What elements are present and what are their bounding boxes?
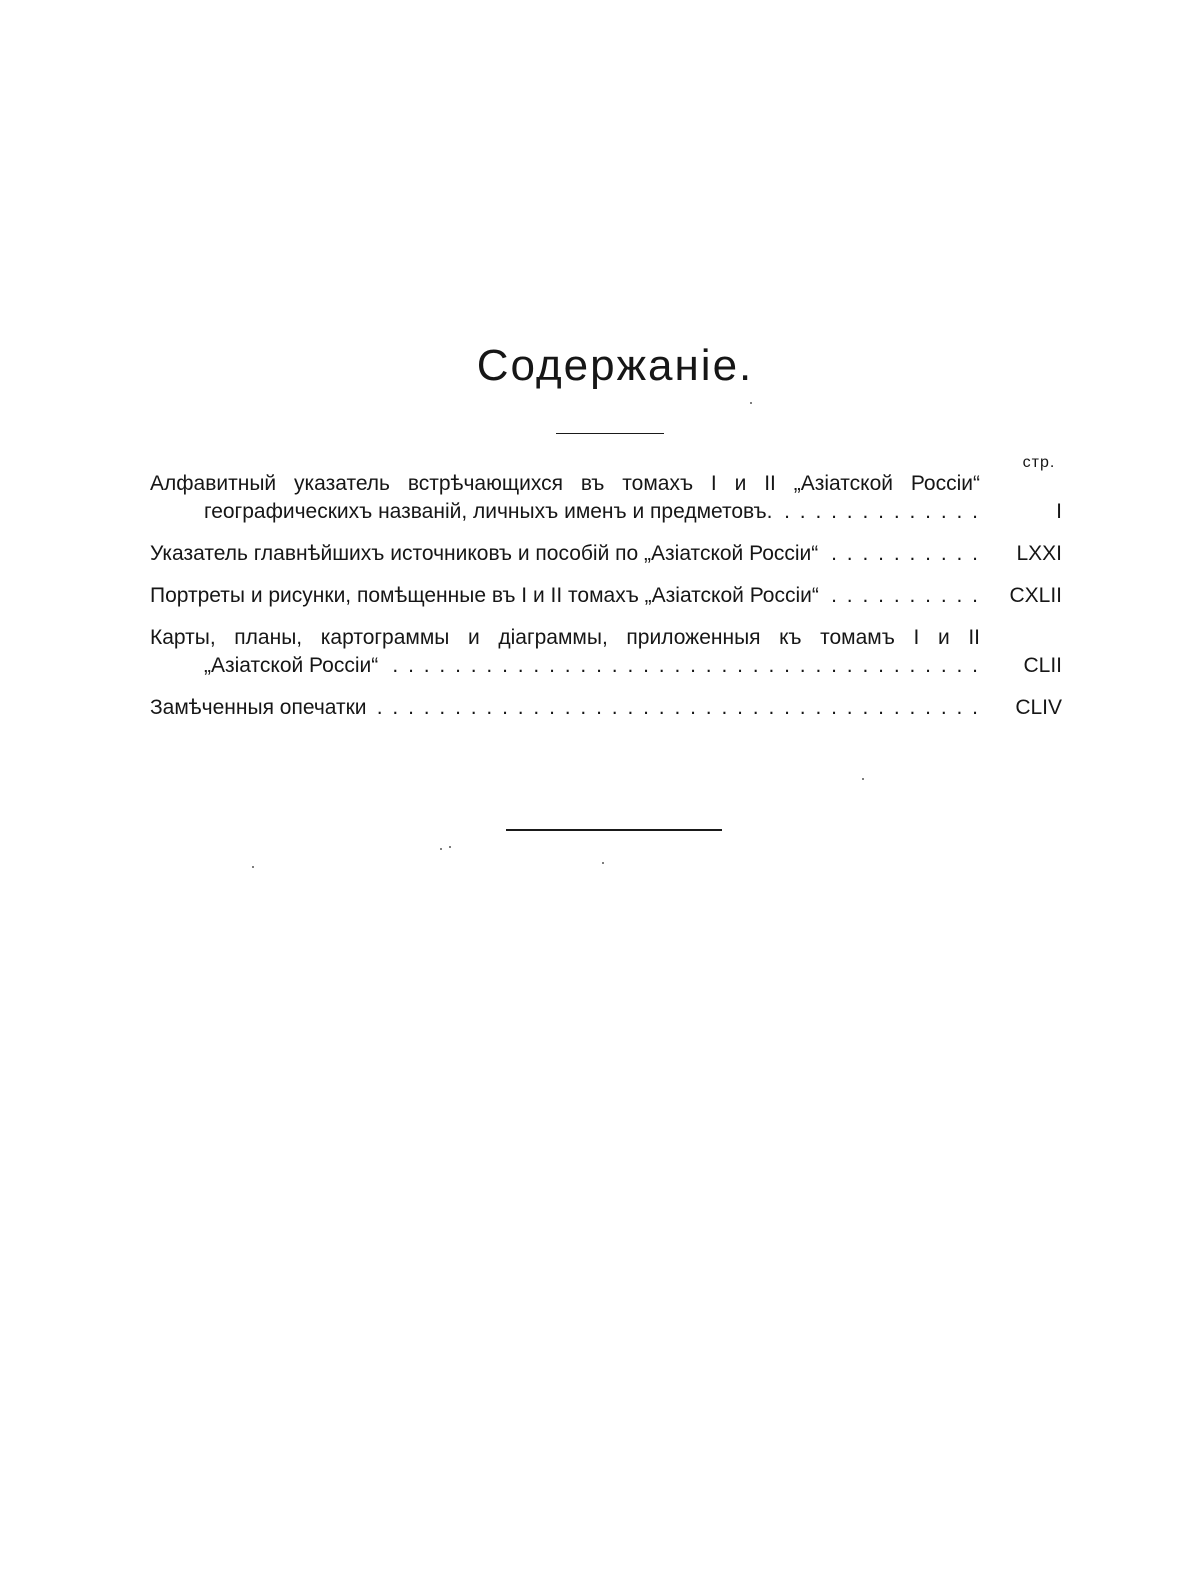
- toc-entry-line: [150, 540, 1062, 568]
- toc-entry-line: [150, 652, 1062, 680]
- dot-leader: [825, 582, 980, 610]
- toc-entry-portraits: [150, 582, 1062, 610]
- toc-entry-page: CXLII: [1009, 584, 1062, 607]
- toc-entry-page: I: [1056, 500, 1062, 523]
- toc-entry-title: Указатель главнѣйшихъ источниковъ и пособій по „Азіатской Россіи“: [150, 542, 819, 565]
- toc-entry-page: CLII: [1023, 654, 1062, 677]
- toc-entry-alphabetical-index: [150, 470, 1062, 526]
- toc-entry-title: Карты, планы, картограммы и діаграммы, приложенныя къ томамъ I и II: [150, 626, 980, 649]
- toc-entry-title: Портреты и рисунки, помѣщенные въ I и II томахъ „Азіатской Россіи“: [150, 584, 819, 607]
- dot-leader: [778, 498, 980, 526]
- scan-speck: [449, 846, 451, 848]
- toc-entry-page: LXXI: [1016, 542, 1062, 565]
- dot-leader: [384, 652, 980, 680]
- toc-entry-title-continued: географическихъ названій, личныхъ именъ и предметовъ.: [204, 500, 773, 523]
- closing-divider: [506, 829, 722, 831]
- toc-entry-sources-index: [150, 540, 1062, 568]
- toc-entry-errata: [150, 694, 1062, 722]
- scan-speck: [252, 866, 254, 868]
- toc-entry-line: [150, 694, 1062, 722]
- toc-entry-title: Замѣченныя опечатки: [150, 696, 367, 719]
- scan-speck: [440, 848, 442, 850]
- title-divider: [556, 433, 664, 434]
- scan-speck: [750, 402, 752, 404]
- toc-entry-page: CLIV: [1015, 696, 1062, 719]
- toc-entry-line: [150, 498, 1062, 526]
- scan-speck: [862, 778, 864, 780]
- toc-entry-title-continued: „Азіатской Россіи“: [204, 654, 379, 677]
- toc-entry-line: [150, 470, 1062, 498]
- page-title: Содержаніе.: [476, 341, 754, 390]
- dot-leader: [824, 540, 980, 568]
- toc-entry-title: Алфавитный указатель встрѣчающихся въ томахъ I и II „Азіатской Россіи“: [150, 472, 980, 495]
- scan-speck: [602, 862, 604, 864]
- table-of-contents: [150, 470, 1062, 722]
- dot-leader: [373, 694, 980, 722]
- toc-entry-line: [150, 582, 1062, 610]
- page-column-header: стр.: [1022, 454, 1056, 471]
- toc-entry-maps: [150, 624, 1062, 680]
- toc-entry-line: [150, 624, 1062, 652]
